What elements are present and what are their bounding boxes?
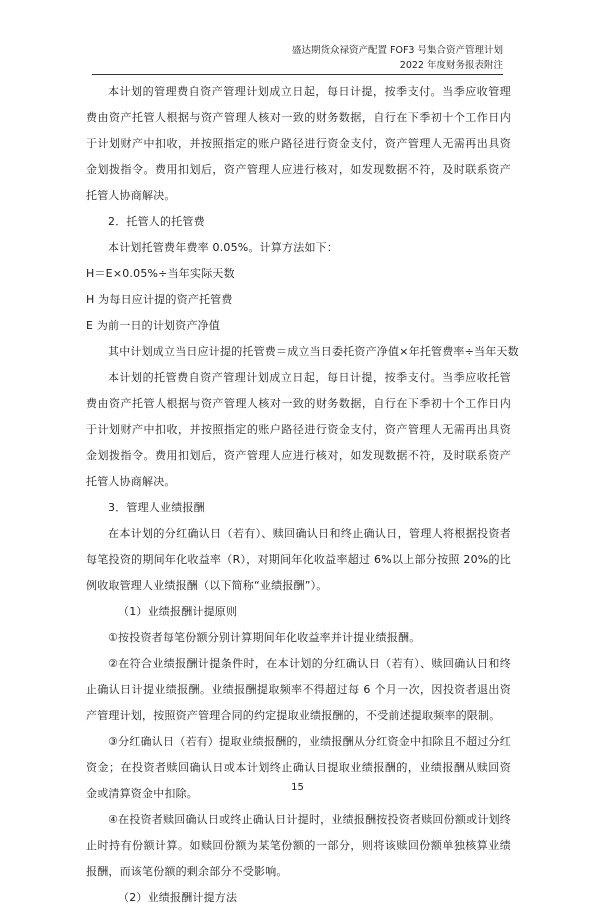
principle-4: ④在投资者赎回确认日或终止确认日计提时，业绩报酬按投资者赎回份额或计划终止时持有份额计算。如赎回份额为某笔份额的一部分，则将该赎回份额单独核算业绩报酬，而该笔份额的剩余部分不受影响。 [86,813,511,878]
heading-custody-fee: 2．托管人的托管费 [108,215,205,228]
header-plan-name: 盛达期货众禄资产配置 FOF3 号集合资产管理计划 [292,45,503,56]
paragraph-custody-fee-payment: 本计划的托管费自资产管理计划成立日起，每日计提，按季支付。当季应收托管费由资产托管人根据与资产管理人核对一致的财务数据，自行在下季初十个工作日内于计划财产中扣收，并按照指定的账户路径进行资金支付，资产管理人无需再出具资金划拨指令。费用扣划后，资产管理人应进行核对，如发现数据不符，及时联系资产托管人协商解决。 [86,371,511,488]
formula-custody-fee: H＝E×0.05%÷当年实际天数 [86,267,235,280]
heading-performance-fee: 3．管理人业绩报酬 [108,501,205,514]
paragraph-first-day-custody-fee: 其中计划成立当日应计提的托管费＝成立当日委托资产净值×年托管费率÷当年天数 [108,345,519,358]
running-header [292,43,503,73]
header-divider [92,74,503,75]
paragraph-custody-rate: 本计划托管费年费率 0.05%。计算方法如下： [108,241,339,254]
principle-3: ③分红确认日（若有）提取业绩报酬的，业绩报酬从分红资金中扣除且不超过分红资金；在投资者赎回确认日或本计划终止确认日提取业绩报酬的，业绩报酬从赎回资金或清算资金中扣除。 [86,735,511,800]
formula-definition-h: H 为每日应计提的资产托管费 [86,293,233,306]
principle-2: ②在符合业绩报酬计提条件时，在本计划的分红确认日（若有）、赎回确认日和终止确认日计提业绩报酬。业绩报酬提取频率不得超过每 6 个月一次，因投资者退出资产管理计划，按照资产管理合同的约定提取业绩报酬的，不受前述提取频率的限制。 [86,657,511,722]
header-section-name: 2022 年度财务报表附注 [399,60,503,71]
subheading-accrual-principles: （1）业绩报酬计提原则 [118,605,238,618]
paragraph-management-fee-payment: 本计划的管理费自资产管理计划成立日起，每日计提，按季支付。当季应收管理费由资产托管人根据与资产管理人核对一致的财务数据，自行在下季初十个工作日内于计划财产中扣收，并按照指定的账户路径进行资金支付，资产管理人无需再出具资金划拨指令。费用扣划后，资产管理人应进行核对，如发现数据不符，及时联系资产托管人协商解决。 [86,85,511,202]
formula-definition-e: E 为前一日的计划资产净值 [86,319,221,332]
paragraph-performance-fee-overview: 在本计划的分红确认日（若有）、赎回确认日和终止确认日，管理人将根据投资者每笔投资的期间年化收益率（R），对期间年化收益率超过 6%以上部分按照 20%的比例收取管理人业绩报酬（以下简称“业绩报酬”）。 [86,527,511,592]
subheading-accrual-method: （2）业绩报酬计提方法 [118,891,238,904]
page-number: 15 [291,782,304,793]
principle-1: ①按投资者每笔份额分别计算期间年化收益率并计提业绩报酬。 [108,631,421,644]
